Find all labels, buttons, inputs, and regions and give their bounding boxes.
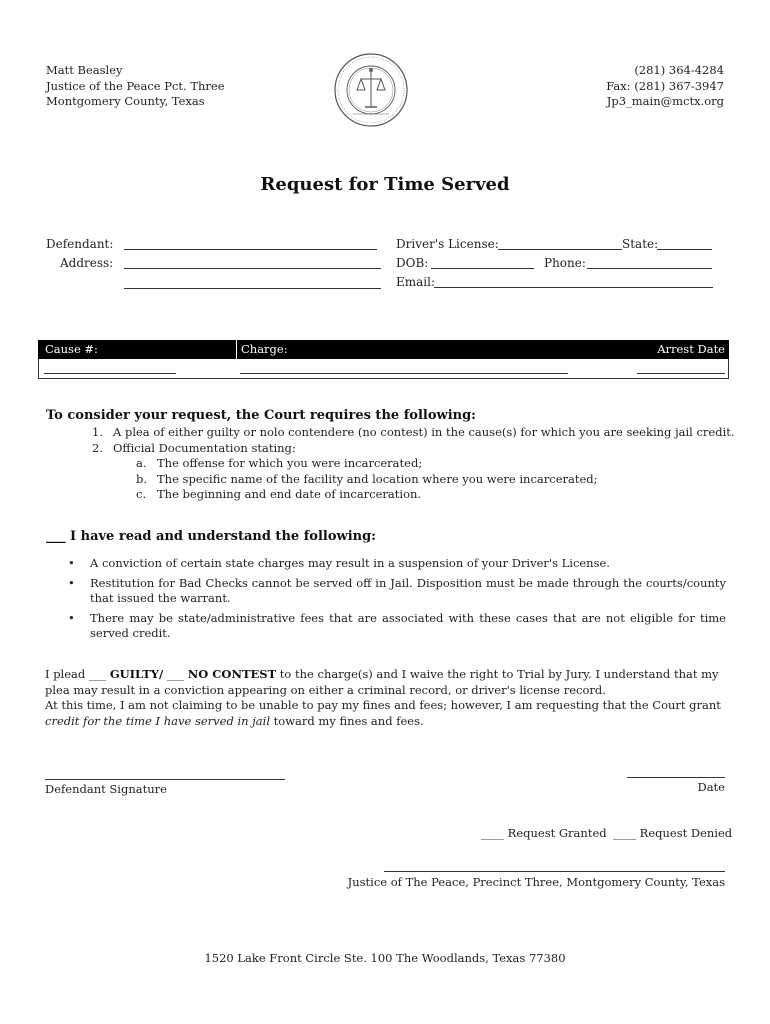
phone-number: (281) 364-4284 <box>634 63 724 77</box>
address-field-line2[interactable] <box>124 288 381 289</box>
date-label: Date <box>697 780 725 794</box>
cause-header: Cause #: <box>45 342 98 356</box>
request-granted-option[interactable]: ____ Request Granted <box>481 826 607 840</box>
fax-number: Fax: (281) 367-3947 <box>606 78 724 93</box>
drivers-license-label: Driver's License: <box>396 237 499 251</box>
page-title: Request for Time Served <box>260 174 510 195</box>
office-info <box>46 63 286 110</box>
documentation-sublist <box>136 456 735 503</box>
dob-field[interactable] <box>431 268 534 269</box>
list-item: • A conviction of certain state charges may result in a suspension of your Driver's License. <box>68 556 610 570</box>
no-contest-option: NO CONTEST <box>187 667 277 681</box>
cause-field[interactable] <box>44 373 176 374</box>
arrest-date-field[interactable] <box>637 373 725 374</box>
email-address: Jp3_main@mctx.org <box>606 94 724 109</box>
defendant-signature-field[interactable] <box>45 779 285 780</box>
list-item: b. The specific name of the facility and location where you were incarcerated; <box>136 471 598 486</box>
address-field-line1[interactable] <box>124 268 381 269</box>
drivers-license-field[interactable] <box>498 249 622 250</box>
county-seal-icon <box>333 52 409 128</box>
phone-field[interactable] <box>587 268 712 269</box>
list-item: • There may be state/administrative fees that are associated with these cases that are not eligible for time served credit. <box>68 610 726 641</box>
table-divider <box>236 340 237 359</box>
email-label: Email: <box>396 275 436 289</box>
phone-label: Phone: <box>544 256 586 270</box>
judge-signature-label: Justice of The Peace, Precinct Three, Montgomery County, Texas <box>347 875 725 889</box>
footer-address: 1520 Lake Front Circle Ste. 100 The Woodlands, Texas 77380 <box>204 951 566 965</box>
plea-statement: I plead ___ GUILTY/ ___ NO CONTEST to the charge(s) and I waive the right to Trial by Jury. I understand that my plea may result in a conviction appearing on either a criminal record, or driver's license record. At this time, I am not claiming to be unable to pay my fines and fees; however, I am requesting that the Court grant credit for the time I have served in jail toward my fines and fees. <box>45 667 721 728</box>
guilty-option: GUILTY/ <box>109 667 164 681</box>
arrest-date-header: Arrest Date <box>657 342 725 356</box>
list-item: 1. A plea of either guilty or nolo contendere (no contest) in the cause(s) for which you are seeking jail credit. <box>92 425 735 439</box>
requirements-list <box>92 425 735 503</box>
defendant-label: Defendant: <box>46 237 114 251</box>
date-field[interactable] <box>627 777 725 778</box>
requirements-heading: To consider your request, the Court requires the following: <box>46 408 476 423</box>
list-item: a. The offense for which you were incarcerated; <box>136 456 423 471</box>
judge-signature-field[interactable] <box>384 871 725 872</box>
judge-name: Matt Beasley <box>46 63 123 77</box>
address-label: Address: <box>60 256 114 270</box>
state-label: State: <box>622 237 659 251</box>
charge-field[interactable] <box>240 373 568 374</box>
state-field[interactable] <box>657 249 712 250</box>
dob-label: DOB: <box>396 256 429 270</box>
defendant-field[interactable] <box>124 249 377 250</box>
defendant-signature-label: Defendant Signature <box>45 782 167 796</box>
acknowledge-list <box>68 556 726 646</box>
list-item: c. The beginning and end date of incarceration. <box>136 487 422 502</box>
list-item: • Restitution for Bad Checks cannot be served off in Jail. Disposition must be made through the courts/county that issued the warrant. <box>68 575 726 606</box>
county: Montgomery County, Texas <box>46 94 205 109</box>
charges-table-header <box>38 340 729 359</box>
charges-table-row <box>38 359 729 379</box>
list-item: 2. Official Documentation stating: a. The offense for which you were incarcerated; b. The specific name of the facility and location where you were incarcerated; c. The beginning and end date of incarceration. <box>92 441 735 503</box>
judge-title: Justice of the Peace Pct. Three <box>46 78 225 93</box>
contact-info <box>484 63 724 110</box>
charge-header: Charge: <box>241 342 288 356</box>
acknowledge-heading: ___ I have read and understand the following: <box>46 529 376 544</box>
email-field[interactable] <box>434 287 713 288</box>
request-denied-option[interactable]: ____ Request Denied <box>613 826 733 840</box>
